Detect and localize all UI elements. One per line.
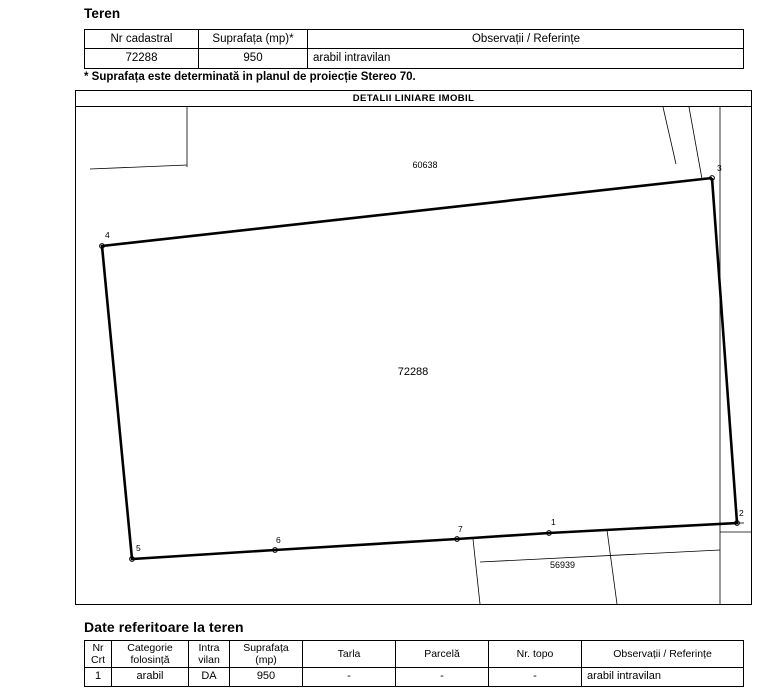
cell-categorie: arabil (112, 668, 189, 687)
column-header-categorie: Categorie folosință (112, 641, 189, 668)
table-header-row (85, 30, 744, 49)
plan-drawing-box (75, 90, 752, 605)
column-header-suprafata: Suprafața (mp)* (199, 30, 308, 49)
plan-header-title: DETALII LINIARE IMOBIL (76, 91, 751, 107)
neighbour-line-bottom-c (480, 550, 720, 562)
column-header-nr-topo: Nr. topo (489, 641, 582, 668)
date-teren-section-title: Date referitoare la teren (84, 619, 244, 635)
neighbour-parcel-bottom-label: 56939 (550, 560, 576, 570)
column-header-suprafata-mp: Suprafața (mp) (230, 641, 303, 668)
cell-nr-topo: - (489, 668, 582, 687)
suprafata-footnote: * Suprafața este determinată in planul de proiecție Stereo 70. (84, 71, 416, 83)
vertex-label-1: 1 (551, 517, 556, 527)
parcel-id-label: 72288 (397, 366, 429, 378)
column-header-observatii-referinte: Observații / Referințe (582, 641, 744, 668)
column-header-parcela: Parcelă (396, 641, 489, 668)
neighbour-line-topleft (90, 107, 187, 169)
table-row (85, 49, 744, 68)
cell-parcela: - (396, 668, 489, 687)
cell-tarla: - (303, 668, 396, 687)
column-header-observatii: Observații / Referințe (308, 30, 744, 49)
vertex-label-5: 5 (136, 543, 141, 553)
vertex-label-3: 3 (717, 163, 722, 173)
neighbour-line-bottom-b (607, 530, 617, 604)
cell-observatii-referinte: arabil intravilan (582, 668, 744, 687)
vertex-label-7: 7 (458, 524, 463, 534)
cell-observatii: arabil intravilan (308, 49, 744, 68)
teren-section-title: Teren (84, 6, 121, 21)
table-header-row (85, 641, 744, 668)
teren-table (84, 29, 744, 69)
column-header-nr-cadastral: Nr cadastral (85, 30, 199, 49)
cell-nr-crt: 1 (85, 668, 112, 687)
cell-suprafata: 950 (199, 49, 308, 68)
column-header-nr-crt: Nr Crt (85, 641, 112, 668)
vertex-label-4: 4 (105, 230, 110, 240)
neighbour-line-bottom-a (473, 539, 480, 604)
cell-suprafata-mp: 950 (230, 668, 303, 687)
column-header-intravilan: Intra vilan (189, 641, 230, 668)
column-header-tarla: Tarla (303, 641, 396, 668)
cell-nr-cadastral: 72288 (85, 49, 199, 68)
table-row (85, 668, 744, 687)
vertex-label-2: 2 (739, 508, 744, 518)
cell-intravilan: DA (189, 668, 230, 687)
neighbour-line-topright-a (663, 107, 676, 164)
neighbour-parcel-top-label: 60638 (412, 160, 438, 170)
neighbour-line-topright-b (689, 107, 702, 179)
date-teren-table (84, 640, 744, 687)
vertex-label-6: 6 (276, 535, 281, 545)
cadastral-plan-svg (76, 107, 751, 604)
